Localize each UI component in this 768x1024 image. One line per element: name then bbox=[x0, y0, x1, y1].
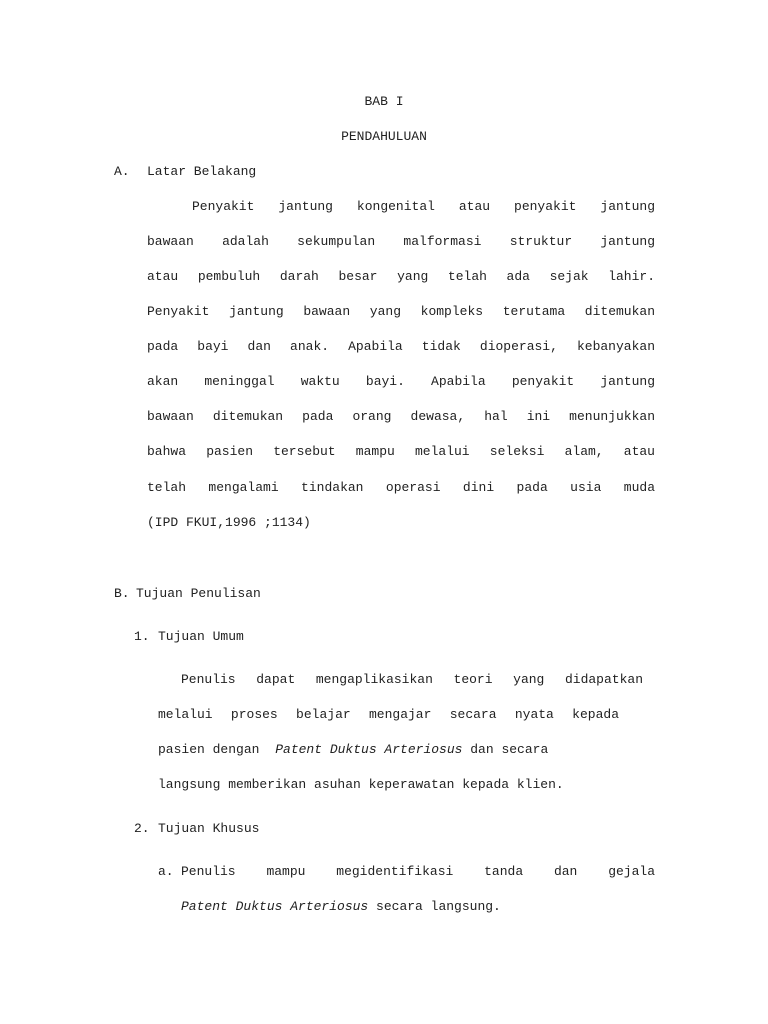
item-a-line-1: Penulis mampu megidentifikasi tanda dan gejala bbox=[181, 864, 655, 879]
paragraph-b1-line-2: melalui proses belajar mengajar secara nyata kepada bbox=[158, 707, 619, 722]
subsection-1-title: Tujuan Umum bbox=[158, 629, 244, 644]
chapter-number: BAB I bbox=[364, 94, 404, 109]
subsection-2-title: Tujuan Khusus bbox=[158, 821, 260, 836]
section-a-marker: A. bbox=[114, 164, 130, 179]
paragraph-b1-line-4: langsung memberikan asuhan keperawatan kepada klien. bbox=[158, 777, 564, 792]
paragraph-b1-line-3-post: dan secara bbox=[462, 742, 549, 757]
section-b-marker: B. bbox=[114, 586, 130, 601]
paragraph-a-line-1: Penyakit jantung kongenital atau penyakit jantung bbox=[192, 199, 655, 214]
paragraph-a-line-5: pada bayi dan anak. Apabila tidak dioperasi, kebanyakan bbox=[147, 339, 655, 354]
paragraph-b1-line-1: Penulis dapat mengaplikasikan teori yang didapatkan bbox=[181, 672, 643, 687]
paragraph-a-line-2: bawaan adalah sekumpulan malformasi struktur jantung bbox=[147, 234, 655, 249]
paragraph-a-line-6: akan meninggal waktu bayi. Apabila penyakit jantung bbox=[147, 374, 655, 389]
paragraph-a-line-3: atau pembuluh darah besar yang telah ada sejak lahir. bbox=[147, 269, 655, 284]
pda-term-2: Patent Duktus Arteriosus bbox=[181, 899, 369, 914]
item-a-line-2-post: secara langsung. bbox=[368, 899, 501, 914]
paragraph-a-citation: (IPD FKUI,1996 ;1134) bbox=[147, 515, 311, 530]
section-a-title: Latar Belakang bbox=[147, 164, 257, 179]
pda-term: Patent Duktus Arteriosus bbox=[275, 742, 463, 757]
subsection-1-marker: 1. bbox=[134, 629, 150, 644]
subsection-2-marker: 2. bbox=[134, 821, 150, 836]
paragraph-a-line-7: bawaan ditemukan pada orang dewasa, hal ini menunjukkan bbox=[147, 409, 655, 424]
paragraph-b1-line-3 bbox=[158, 742, 548, 758]
paragraph-a-line-4: Penyakit jantung bawaan yang kompleks terutama ditemukan bbox=[147, 304, 655, 319]
section-b-title: Tujuan Penulisan bbox=[136, 586, 261, 601]
paragraph-b1-line-3-pre: pasien dengan bbox=[158, 742, 268, 757]
paragraph-a-line-9: telah mengalami tindakan operasi dini pada usia muda bbox=[147, 480, 655, 495]
item-a-line-2 bbox=[181, 899, 501, 915]
chapter-title: PENDAHULUAN bbox=[341, 129, 427, 144]
paragraph-a-line-8: bahwa pasien tersebut mampu melalui seleksi alam, atau bbox=[147, 444, 655, 459]
item-a-marker: a. bbox=[158, 864, 174, 879]
